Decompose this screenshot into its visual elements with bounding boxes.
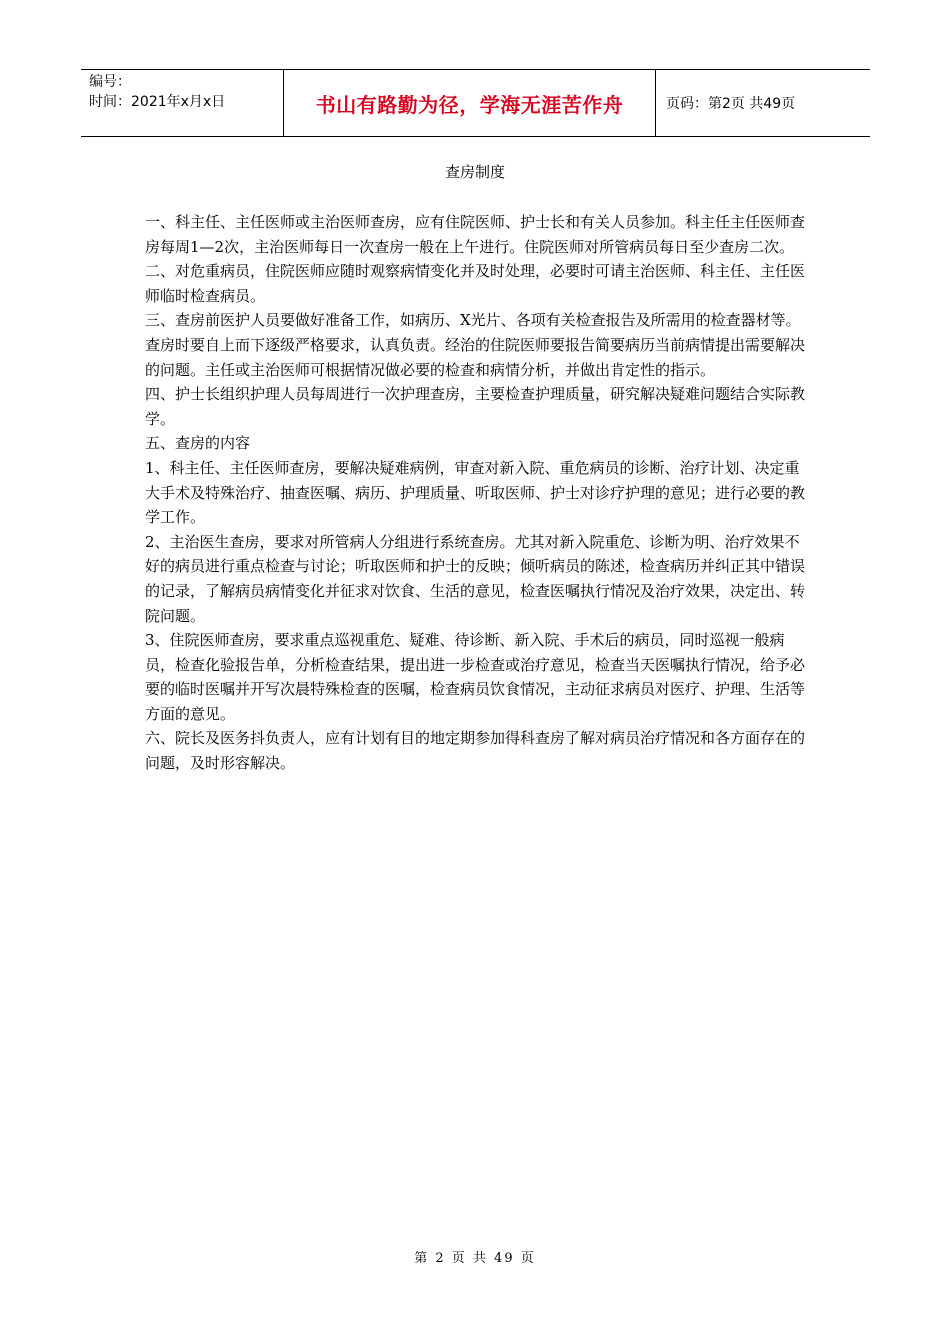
paragraph: 一、科主任、主任医师或主治医师查房，应有住院医师、护士长和有关人员参加。科主任主任医师查房每周1—2次，主治医师每日一次查房一般在上午进行。住院医师对所管病员每日至少查房二次。	[145, 213, 806, 256]
header-page-cell	[656, 70, 870, 136]
page-header	[81, 69, 870, 137]
header-motto: 书山有路勤为径，学海无涯苦作舟	[315, 92, 624, 117]
document-time-label: 时间：2021年x月x日	[89, 94, 226, 110]
page-footer: 第 2 页 共 49 页	[414, 1251, 536, 1266]
paragraph: 四、护士长组织护理人员每周进行一次护理查房，主要检查护理质量，研究解决疑难问题结合实际教学。	[145, 385, 806, 428]
paragraph: 2、主治医生查房，要求对所管病人分组进行系统查房。尤其对新入院重危、诊断为明、治疗效果不好的病员进行重点检查与讨论；听取医师和护士的反映；倾听病员的陈述，检查病历并纠正其中错误的记录，了解病员病情变化并征求对饮食、生活的意见，检查医嘱执行情况及治疗效果，决定出、转院问题。	[145, 532, 806, 625]
paragraph: 六、院长及医务抖负责人，应有计划有目的地定期参加得科查房了解对病员治疗情况和各方面存在的问题，及时形容解决。	[145, 729, 806, 773]
paragraph: 三、查房前医护人员要做好准备工作，如病历、X光片、各项有关检查报告及所需用的检查器材等。查房时要自上而下逐级严格要求，认真负责。经治的住院医师要报告简要病历当前病情提出需要解决的问题。主任或主治医师可根据情况做必要的检查和病情分析，并做出肯定性的指示。	[145, 311, 806, 379]
document-body	[145, 210, 813, 776]
header-motto-cell	[284, 70, 656, 136]
header-page-info: 页码：第2页 共49页	[666, 96, 796, 112]
paragraph: 二、对危重病员，住院医师应随时观察病情变化并及时处理，必要时可请主治医师、科主任、主任医师临时检查病员。	[145, 262, 806, 305]
paragraph: 1、科主任、主任医师查房，要解决疑难病例，审查对新入院、重危病员的诊断、治疗计划、决定重大手术及特殊治疗、抽查医嘱、病历、护理质量、听取医师、护士对诊疗护理的意见；进行必要的教学工作。	[145, 458, 806, 527]
document-title: 查房制度	[444, 163, 505, 181]
document-number-label: 编号：	[89, 74, 131, 90]
section-heading: 五、查房的内容	[145, 434, 251, 453]
paragraph: 3、住院医师查房，要求重点巡视重危、疑难、待诊断、新入院、手术后的病员，同时巡视一般病员，检查化验报告单，分析检查结果，提出进一步检查或治疗意见，检查当天医嘱执行情况，给予必要的临时医嘱并开写次晨特殊检查的医嘱，检查病员饮食情况，主动征求病员对医疗、护理、生活等方面的意见。	[145, 631, 806, 723]
header-meta	[81, 70, 284, 136]
